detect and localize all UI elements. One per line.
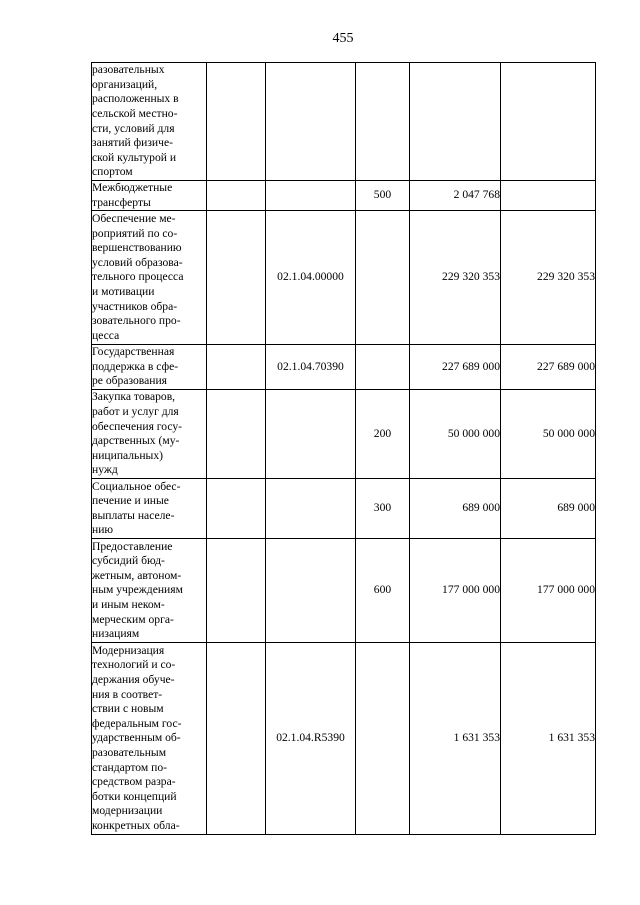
table-row (92, 63, 596, 181)
row-expense-type-cell: 600 (356, 539, 410, 643)
row-name-cell: Межбюджетные трансферты (92, 181, 207, 211)
row-code-cell (266, 479, 356, 539)
row-expense-type-cell (356, 643, 410, 835)
row-code-cell: 02.1.04.00000 (266, 211, 356, 345)
row-amount-2-cell: 689 000 (501, 479, 596, 539)
row-expense-type-cell: 300 (356, 479, 410, 539)
row-amount-1-cell (410, 63, 501, 181)
row-expense-type-cell (356, 211, 410, 345)
table-row (92, 211, 596, 345)
table-row (92, 345, 596, 390)
row-expense-type-cell (356, 63, 410, 181)
table-row (92, 181, 596, 211)
row-amount-1-cell: 50 000 000 (410, 390, 501, 479)
row-code-cell (266, 181, 356, 211)
table-row (92, 390, 596, 479)
row-expense-type-cell: 500 (356, 181, 410, 211)
row-empty-cell (207, 390, 266, 479)
row-amount-2-cell: 177 000 000 (501, 539, 596, 643)
row-amount-2-cell (501, 63, 596, 181)
budget-table (91, 62, 596, 835)
row-name-cell: Предоставление субсидий бюд- жетным, автоном- ным учреждениям и иным неком- мерческим орга- низациям (92, 539, 207, 643)
row-amount-2-cell: 229 320 353 (501, 211, 596, 345)
page-number: 455 (332, 31, 354, 46)
row-code-cell (266, 390, 356, 479)
row-amount-1-cell: 177 000 000 (410, 539, 501, 643)
row-name-cell: Государственная поддержка в сфе- ре образования (92, 345, 207, 390)
row-code-cell (266, 539, 356, 643)
row-empty-cell (207, 643, 266, 835)
row-empty-cell (207, 345, 266, 390)
row-amount-2-cell: 227 689 000 (501, 345, 596, 390)
row-name-cell: Социальное обес- печение и иные выплаты населе- нию (92, 479, 207, 539)
row-amount-1-cell: 229 320 353 (410, 211, 501, 345)
row-empty-cell (207, 63, 266, 181)
row-empty-cell (207, 211, 266, 345)
row-expense-type-cell (356, 345, 410, 390)
row-expense-type-cell: 200 (356, 390, 410, 479)
row-amount-2-cell: 50 000 000 (501, 390, 596, 479)
row-amount-2-cell: 1 631 353 (501, 643, 596, 835)
row-name-cell: разовательных организаций, расположенных в сельской местно- сти, условий для занятий физиче- ской культурой и спортом (92, 63, 207, 181)
row-amount-2-cell (501, 181, 596, 211)
row-name-cell: Закупка товаров, работ и услуг для обеспечения госу- дарственных (му- ниципальных) нужд (92, 390, 207, 479)
table-row (92, 479, 596, 539)
row-code-cell: 02.1.04.70390 (266, 345, 356, 390)
row-amount-1-cell: 689 000 (410, 479, 501, 539)
row-empty-cell (207, 181, 266, 211)
row-code-cell: 02.1.04.R5390 (266, 643, 356, 835)
row-amount-1-cell: 227 689 000 (410, 345, 501, 390)
row-empty-cell (207, 539, 266, 643)
row-code-cell (266, 63, 356, 181)
table-row (92, 643, 596, 835)
row-empty-cell (207, 479, 266, 539)
row-amount-1-cell: 2 047 768 (410, 181, 501, 211)
row-name-cell: Модернизация технологий и со- держания обуче- ния в соответ- ствии с новым федеральным гос- ударственным об- разовательным стандартом по- средством разра- ботки концепций модернизации конкретных обла- (92, 643, 207, 835)
row-amount-1-cell: 1 631 353 (410, 643, 501, 835)
row-name-cell: Обеспечение ме- роприятий по со- вершенствованию условий образова- тельного процесса и мотивации участников обра- зовательного про- цесса (92, 211, 207, 345)
table-row (92, 539, 596, 643)
